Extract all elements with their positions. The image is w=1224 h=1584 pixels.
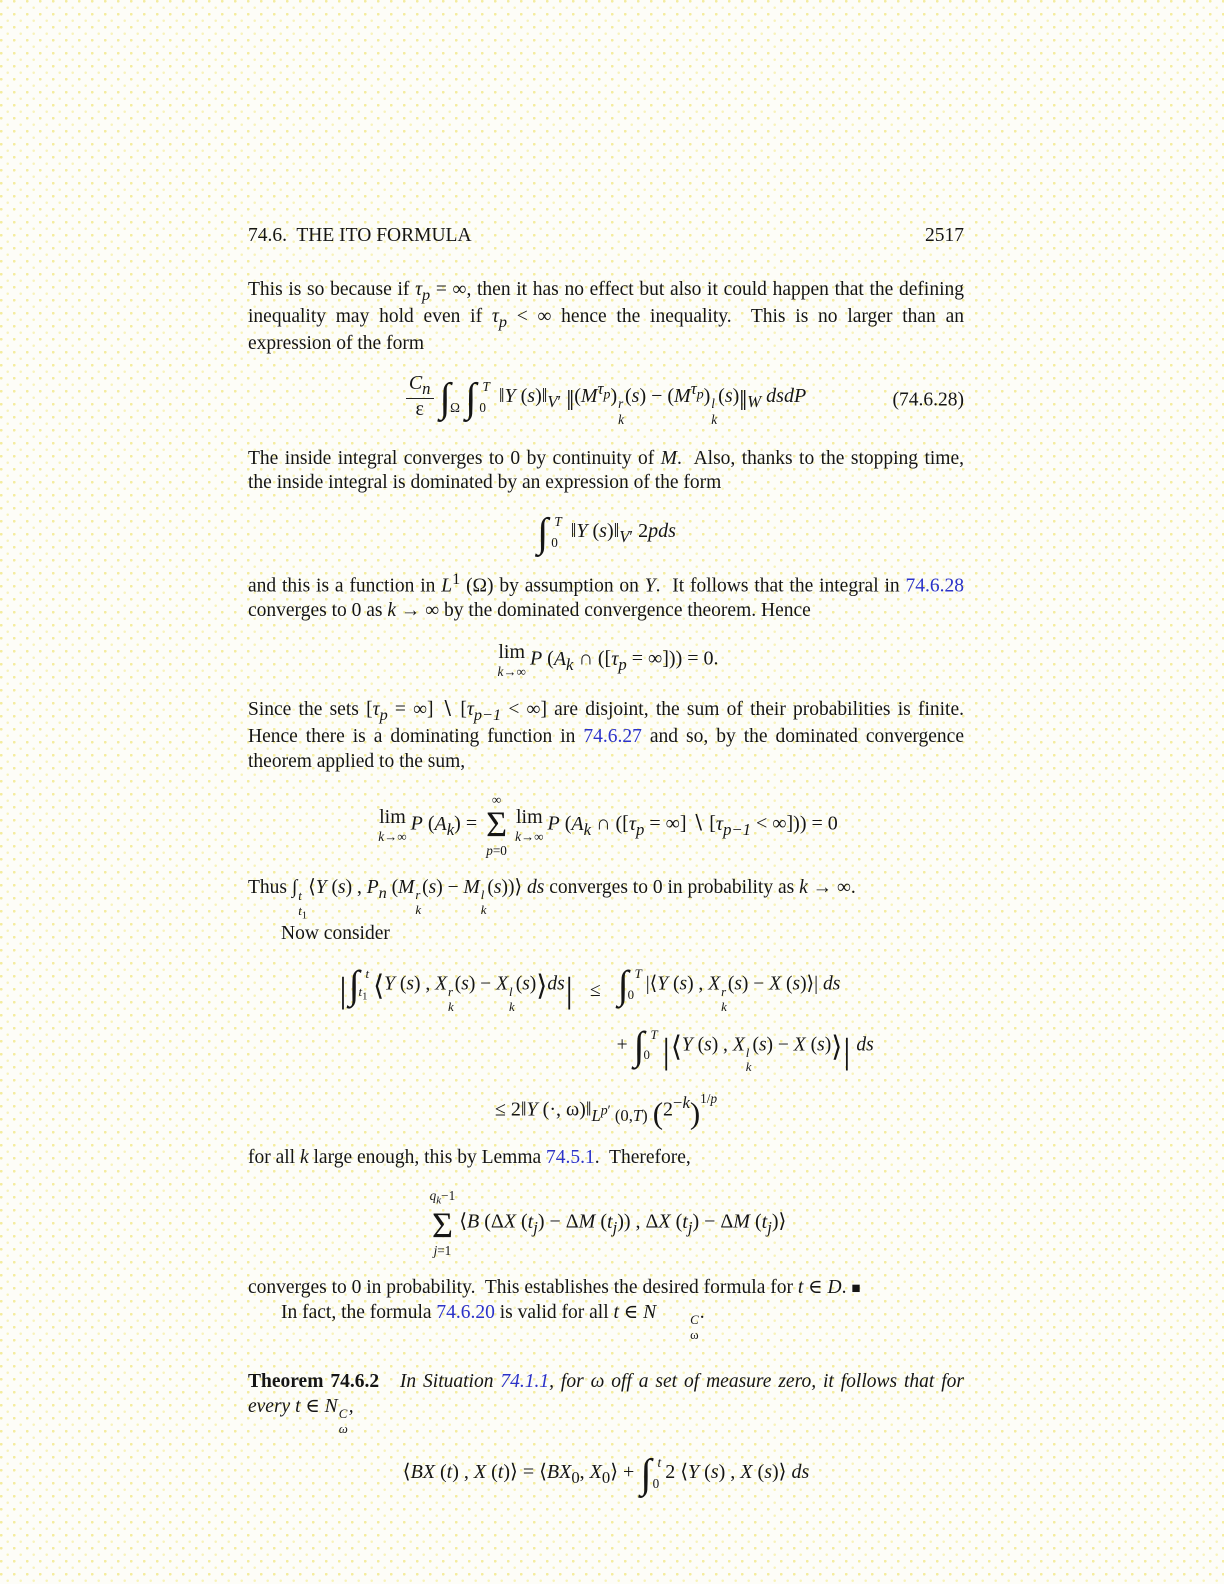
paragraph-thus: [248, 876, 964, 946]
paragraph-conclusion: [248, 1276, 964, 1343]
equation-74-6-28-body: $\frac{C_n}{\varepsilon}$ ∫ Ω ∫ T 0 ‖Y $(s)‖_{V'}$ $‖(M^{\tau_p})$ r k $(s) - (M^{\tau_p})$ l k $(s)‖_W$ dsdP: [406, 385, 806, 407]
equation-74-6-28: [248, 373, 964, 427]
theorem-label-gap: [386, 1371, 400, 1392]
theorem-label: Theorem 74.6.2: [248, 1371, 380, 1393]
page-content: [248, 224, 964, 1509]
aligned-rhs-line1: ∫ T 0 |⟨Y (s) , X r k (s) − X (s)⟩| ds: [617, 962, 841, 1014]
page-header: [248, 224, 964, 249]
ref-link-74-6-27[interactable]: 74.6.27: [583, 725, 642, 747]
section-heading: 74.6. THE ITO FORMULA: [248, 225, 472, 246]
equation-sum-brackets: $q_k-1$ Σ j=1 ⟨B (ΔX $(t_j) - \Delta M$ $(t_j)$) , ΔX $(t_j) - \Delta M$ $(t_j)⟩$: [429, 1188, 787, 1259]
equation-limit-probability: lim k→∞ P ($A_k$ ∩ ([$\tau_p$ = ∞])) = 0.: [497, 641, 719, 680]
aligned-relation: ≤: [589, 980, 601, 1002]
ref-link-74-1-1[interactable]: 74.1.1: [500, 1371, 550, 1393]
paragraph-lemma-ref: for all k large enough, this by Lemma 74.5.1. Therefore,: [248, 1146, 691, 1168]
aligned-rhs-line2: + ∫ T 0 |⟨Y (s) , X l k (s) − X (s)⟩| ds: [616, 1022, 874, 1075]
ref-link-74-6-28[interactable]: 74.6.28: [905, 575, 964, 597]
paragraph-l1-assumption: and this is a function in $L^1$ (Ω) by assumption on Y. It follows that the integral in 74.6.28 converges to 0 as k → ∞ by the dominated convergence theorem. Hence: [248, 569, 964, 621]
equation-bound-line: ≤ 2‖Y (·, $\omega)‖_{L^{p'} (0,T)}$ $(2^{-k})^{1/p}$: [494, 1091, 718, 1131]
equation-aligned-inequality: [248, 962, 964, 1075]
qed-square: ■: [851, 1280, 861, 1298]
theorem-body: In Situation 74.1.1, for ω off a set of measure zero, it follows that for every t ∈ N C ω ,: [248, 1371, 965, 1436]
equation-limit-sum: lim k→∞ P $(A_k)$ = ∞ Σ p=0 lim k→∞ P ($A_k$ ∩ ([$\tau_p$ = ∞] ∖ [$\tau_{p-1}$ < ∞])) = 0: [378, 792, 838, 858]
page-number: 2517: [925, 225, 964, 246]
theorem-74-6-2: [248, 1370, 964, 1437]
ref-link-74-5-1[interactable]: 74.5.1: [546, 1146, 595, 1168]
paragraph-now-consider: Now consider: [281, 922, 390, 944]
aligned-lhs: | ∫ t $t_1$ ⟨Y (s) , X r k (s) − X l k (s)⟩ds|: [339, 962, 573, 1014]
paragraph-inside-integral: The inside integral converges to 0 by continuity of M. Also, thanks to the stopping time, the inside integral is dominated by an expression of the form: [248, 447, 965, 494]
paragraph-intro: This is so because if $\tau_p$ = ∞, then it has no effect but also it could happen that the defining inequality may hold even if $\tau_p$ < ∞ hence the inequality. This is no larger than an expression of the form: [248, 278, 964, 355]
ref-link-74-6-20[interactable]: 74.6.20: [436, 1302, 495, 1323]
equation-dominating-integral: ∫ T 0 ‖Y $(s)‖_{V'}$ 2pds: [537, 508, 676, 555]
paragraph-in-fact: In fact, the formula 74.6.20 is valid for all t ∈ N C ω .: [281, 1302, 705, 1343]
paragraph-disjoint-sets: Since the sets [$\tau_p$ = ∞] ∖ [$\tau_{p-1}$ < ∞] are disjoint, the sum of their probabilities is finite. Hence there is a dominating function in 74.6.27 and so, by the dominated convergence theorem applied to the sum,: [248, 698, 965, 772]
equation-number-74-6-28: (74.6.28): [892, 389, 964, 411]
equation-ito-formula: ⟨BX (t) , X (t)⟩ = $⟨BX_0$, $X_0⟩$ + ∫ t 0 2 ⟨Y (s) , X (s)⟩ ds: [402, 1449, 810, 1496]
paragraph-thus-line1: Thus ∫ t $t_1$ ⟨Y (s) , $P_n$ (M r k (s) − M l k (s))⟩ ds converges to 0 in probability as k → ∞.: [248, 876, 856, 922]
paragraph-conclusion-line1: converges to 0 in probability. This establishes the desired formula for t ∈ D. ■: [248, 1277, 861, 1299]
